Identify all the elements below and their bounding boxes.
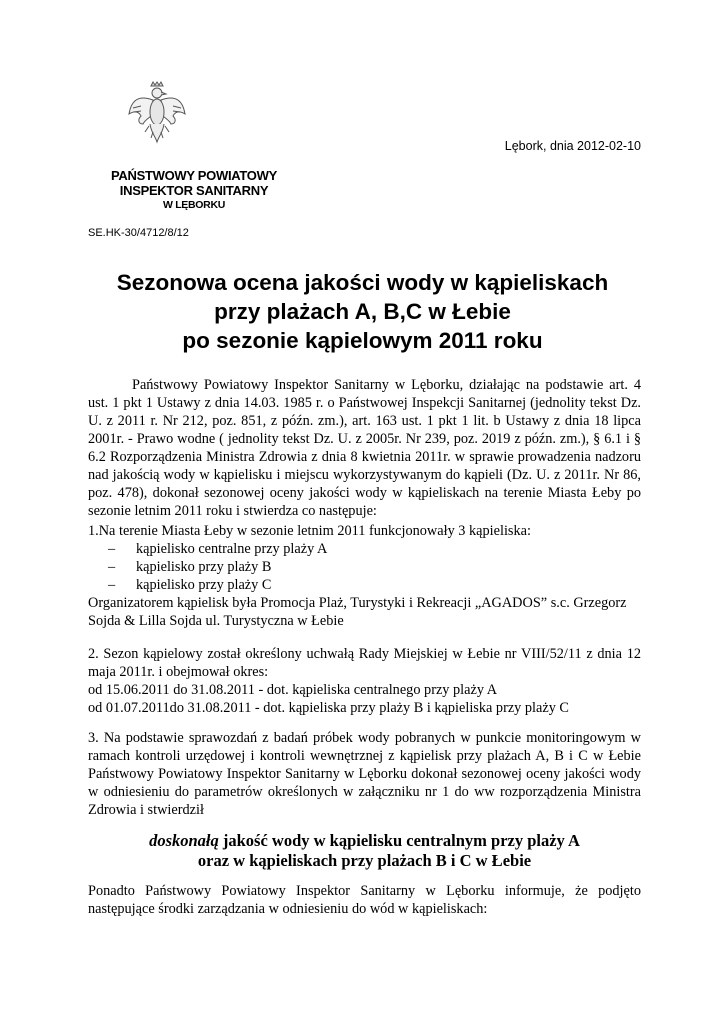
period-2: od 01.07.2011do 31.08.2011 - dot. kąpieliska przy plaży B i kąpieliska przy plaży C: [88, 700, 569, 716]
conclusion-line-2: oraz w kąpieliskach przy plażach B i C w Łebie: [197, 851, 532, 870]
section-2-text: 2. Sezon kąpielowy został określony uchwałą Rady Miejskiej w Łebie nr VIII/52/11 z dnia 12 maja 2011r. i obejmował okres:: [88, 646, 641, 680]
section-1-lead: 1.Na terenie Miasta Łeby w sezonie letnim 2011 funkcjonowały 3 kąpieliska:: [88, 523, 531, 539]
document-date: Lębork, dnia 2012-02-10: [504, 139, 641, 153]
section-1: [88, 522, 641, 630]
title-line-3: po sezonie kąpielowym 2011 roku: [182, 328, 543, 353]
organizer-line-2: Sojda & Lilla Sojda ul. Turystyczna w Łebie: [88, 613, 344, 629]
bathing-sites-list: [88, 540, 641, 594]
title-line-1: Sezonowa ocena jakości wody w kąpieliskach: [116, 270, 609, 295]
section-2: [88, 645, 641, 717]
issuer-line-3: W LĘBORKU: [162, 199, 226, 211]
intro-paragraph: Państwowy Powiatowy Inspektor Sanitarny w Lęborku, działając na podstawie art. 4 ust. 1 pkt 1 Ustawy z dnia 14.03. 1985 r. o Państwowej Inspekcji Sanitarnej (jednolity tekst Dz. U. z 2011 r. Nr 212, poz. 851, z późn. zm.), art. 163 ust. 1 pkt 1 lit. b Ustawy z dnia 18 lipca 2001r. - Prawo wodne ( jednolity tekst Dz. U. z 2005r. Nr 239, poz. 2019 z późn. zm.), § 6.1 i § 6.2 Rozporządzenia Ministra Zdrowia z dnia 8 kwietnia 2011r. w sprawie prowadzenia nadzoru nad jakością wody w kąpielisku i miejscu wykorzystywanym do kąpieli (Dz. U. z 2011r. Nr 86, poz. 478), dokonał sezonowej oceny jakości wody w kąpieliskach na terenie Miasta Łeby po sezonie letnim 2011 roku i stwierdza co następuje:: [88, 377, 641, 519]
organizer-line-1: Organizatorem kąpielisk była Promocja Plaż, Turystyki i Rekreacji „AGADOS” s.c. Grzegorz: [88, 595, 627, 611]
issuer-line-2: INSPEKTOR SANITARNY: [119, 183, 269, 198]
reference-number: SE.HK-30/4712/8/12: [88, 227, 189, 239]
conclusion-statement: [88, 831, 641, 871]
title-line-2: przy plażach A, B,C w Łebie: [214, 299, 511, 324]
conclusion-emphasis: doskonałą: [149, 831, 219, 850]
conclusion-line-1: jakość wody w kąpielisku centralnym przy plaży A: [218, 831, 580, 850]
issuer-line-1: PAŃSTWOWY POWIATOWY: [111, 168, 277, 183]
section-3-paragraph: 3. Na podstawie sprawozdań z badań próbek wody pobranych w punkcie monitoringowym w ramach kontroli urzędowej i kontroli wewnętrznej z kąpielisk przy plażach A, B i C w Łebie Państwowy Powiatowy Inspektor Sanitarny w Lęborku dokonał sezonowej oceny jakości wody w odniesieniu do parametrów określonych w załączniku nr 1 do ww rozporządzenia Ministra Zdrowia i stwierdził: [88, 730, 641, 818]
final-paragraph: Ponadto Państwowy Powiatowy Inspektor Sanitarny w Lęborku informuje, że podjęto następujące środki zarządzania w odniesieniu do wód w kąpieliskach:: [88, 883, 641, 917]
issuer-header: [88, 168, 300, 213]
list-item: – kąpielisko centralne przy plaży A: [108, 540, 641, 558]
list-item: – kąpielisko przy plaży B: [108, 558, 641, 576]
polish-eagle-emblem-icon: [127, 80, 187, 144]
period-1: od 15.06.2011 do 31.08.2011 - dot. kąpieliska centralnego przy plaży A: [88, 682, 498, 698]
document-title: [60, 268, 665, 355]
list-item: – kąpielisko przy plaży C: [108, 576, 641, 594]
